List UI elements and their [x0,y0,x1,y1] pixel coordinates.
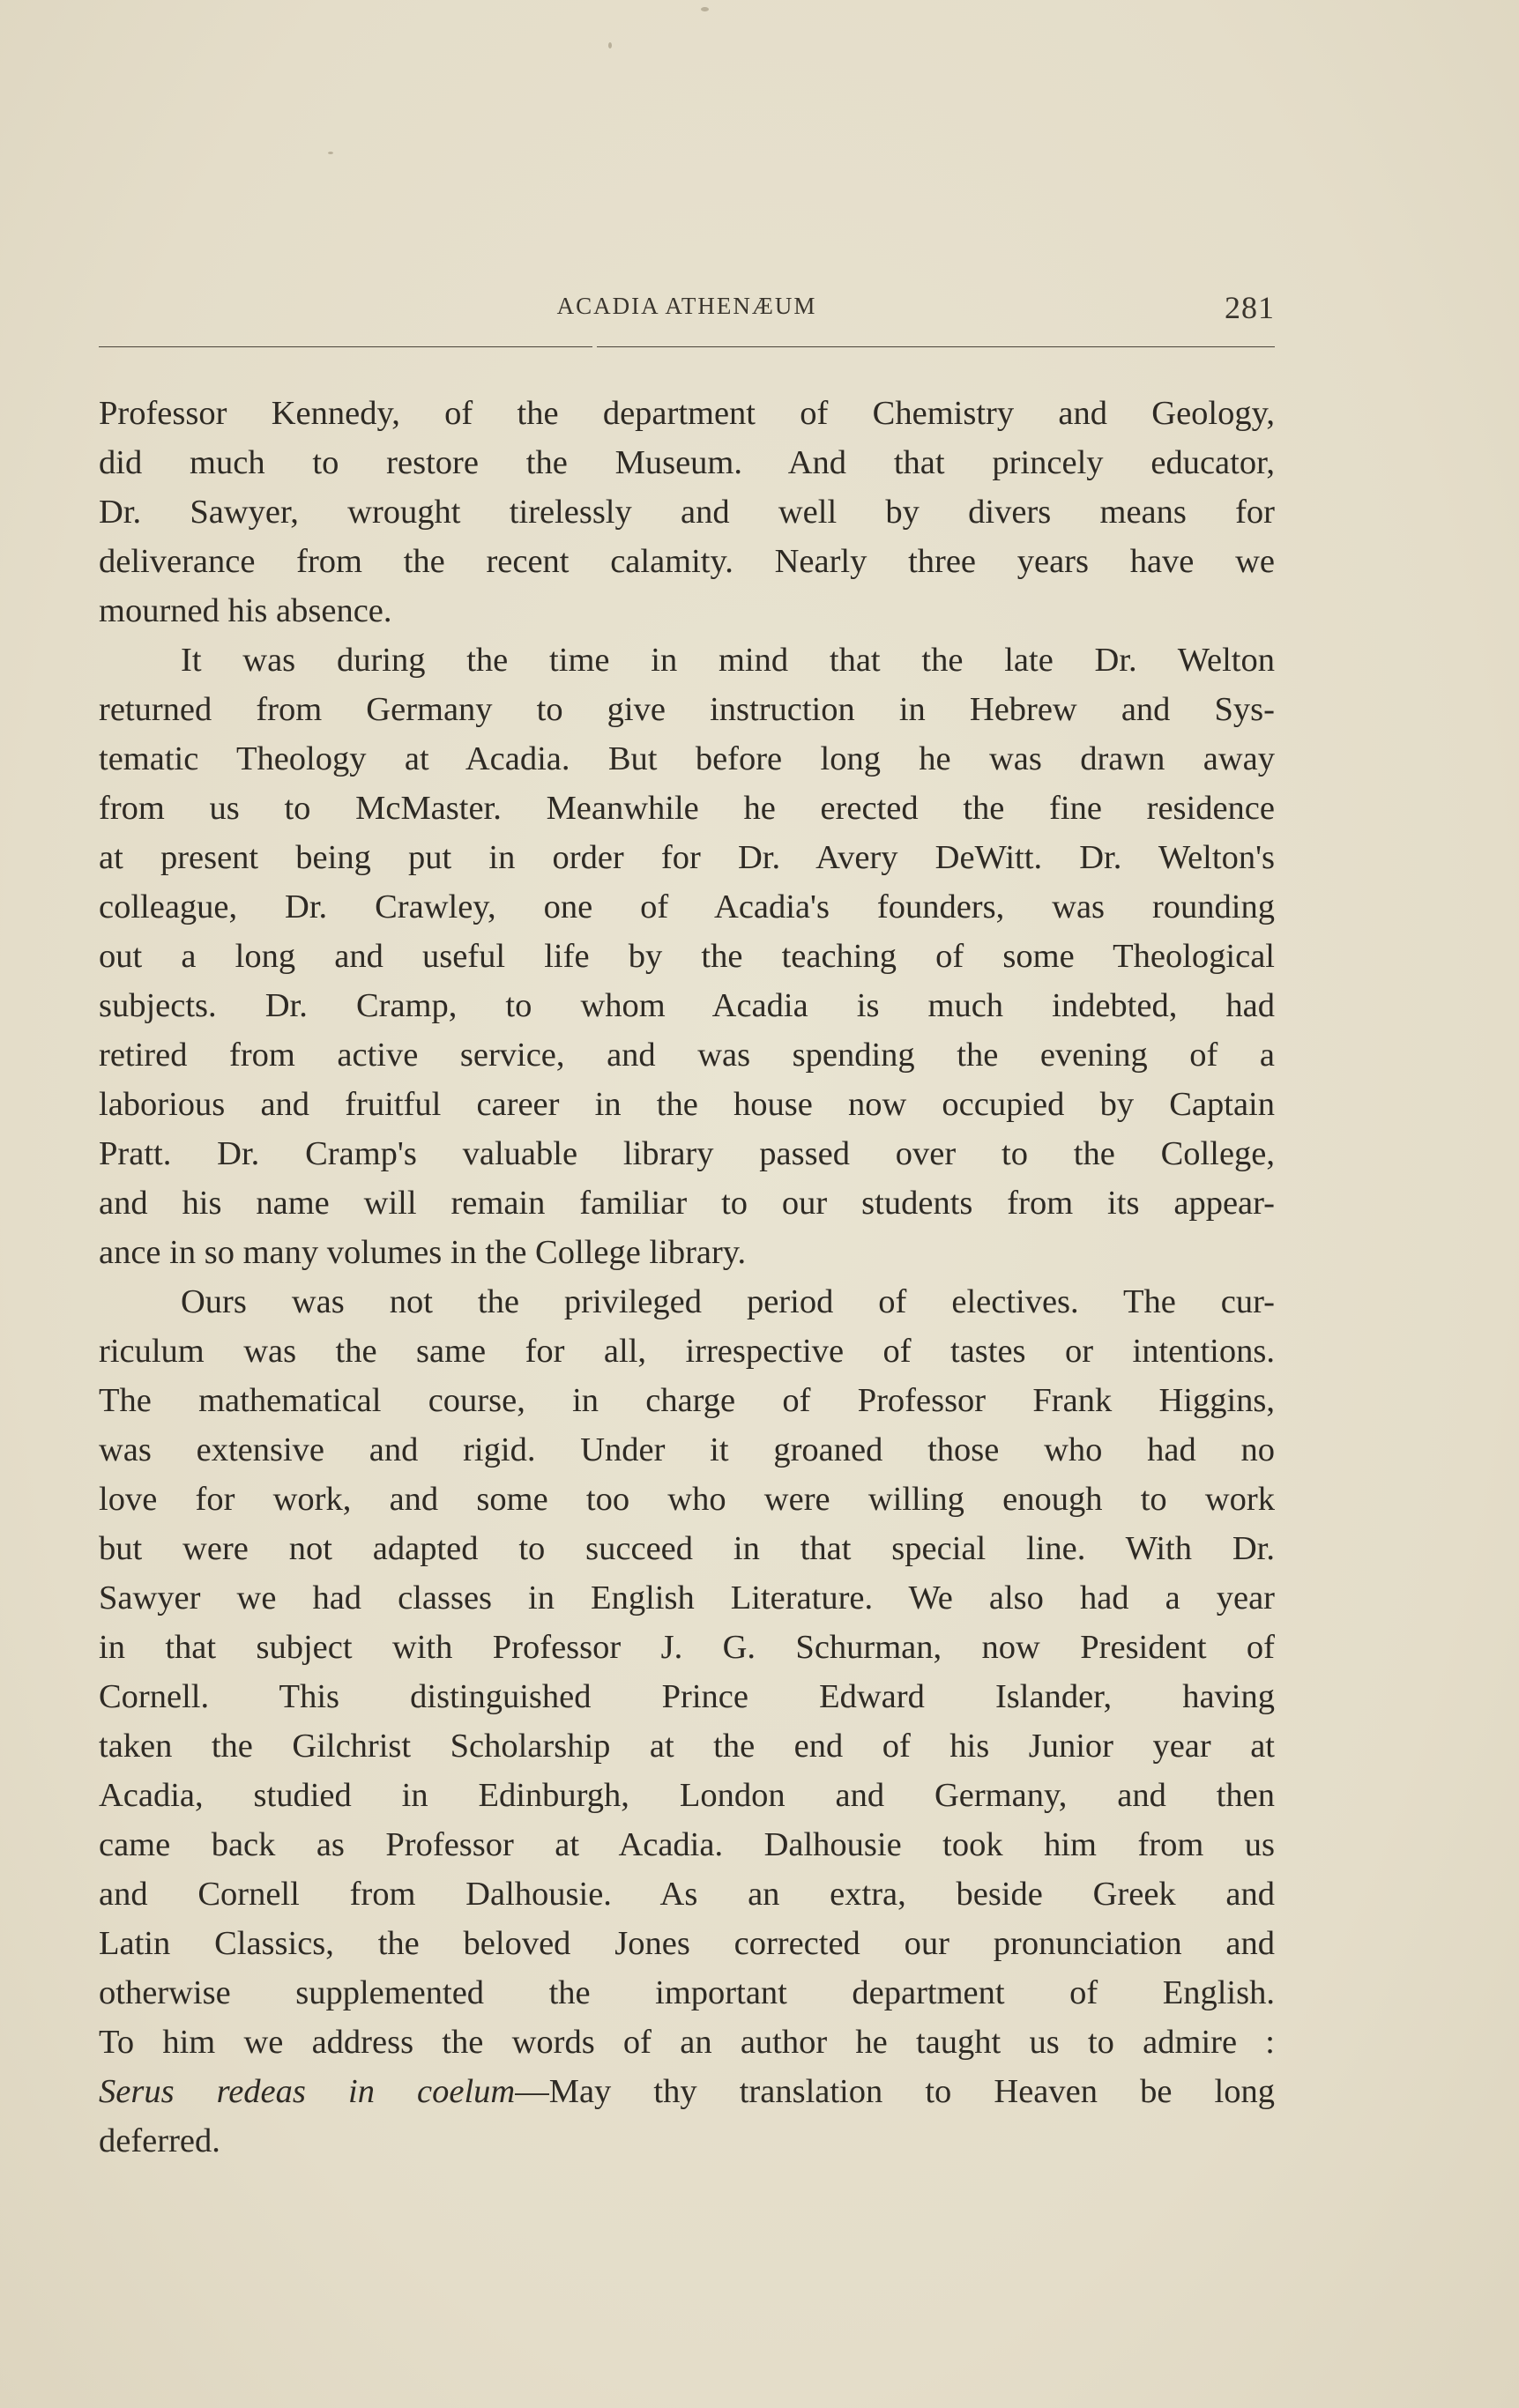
text-line: retired from active service, and was spending the evening of a [99,1037,1275,1074]
text-line: Acadia, studied in Edinburgh, London and Germany, and then [99,1777,1275,1814]
text-line: and his name will remain familiar to our students from its appear- [99,1185,1275,1222]
text-line: deliverance from the recent calamity. Nearly three years have we [99,543,1275,580]
text-line: returned from Germany to give instruction in Hebrew and Sys- [99,691,1275,728]
text-line: Latin Classics, the beloved Jones corrected our pronunciation and [99,1925,1275,1962]
text-line: did much to restore the Museum. And that princely educator, [99,444,1275,481]
text-line: Sawyer we had classes in English Literature. We also had a year [99,1579,1275,1616]
paper-speck [608,42,612,48]
text-line: from us to McMaster. Meanwhile he erected the fine residence [99,790,1275,827]
paragraph-first-line: Ours was not the privileged period of electives. The cur- [181,1283,1275,1320]
text-line: To him we address the words of an author he taught us to admire : [99,2024,1275,2061]
text-line-with-latin-quote [99,2067,1275,2116]
text-line: deferred. [99,2122,220,2159]
latin-quote: Serus redeas in coelum [99,2073,516,2110]
text-line: out a long and useful life by the teaching of some Theological [99,938,1275,975]
text-line: riculum was the same for all, irrespective of tastes or intentions. [99,1333,1275,1370]
text-line: in that subject with Professor J. G. Schurman, now President of [99,1629,1275,1666]
text-line: colleague, Dr. Crawley, one of Acadia's founders, was rounding [99,888,1275,925]
paragraph-first-line: It was during the time in mind that the late Dr. Welton [181,642,1275,679]
text-line: mourned his absence. [99,592,392,629]
text-line: ance in so many volumes in the College library. [99,1234,747,1271]
text-line: Professor Kennedy, of the department of Chemistry and Geology, [99,395,1275,432]
text-line: love for work, and some too who were willing enough to work [99,1481,1275,1518]
text-line: taken the Gilchrist Scholarship at the end of his Junior year at [99,1728,1275,1765]
header-rule-left [99,346,592,347]
paper-speck [328,152,333,154]
page-number: 281 [1225,290,1275,325]
body-text [99,389,1275,2166]
text-line: and Cornell from Dalhousie. As an extra, beside Greek and [99,1876,1275,1913]
text-line: Dr. Sawyer, wrought tirelessly and well by divers means for [99,494,1275,531]
text-line: laborious and fruitful career in the house now occupied by Captain [99,1086,1275,1123]
text-line: Cornell. This distinguished Prince Edward Islander, having [99,1678,1275,1715]
text-line: was extensive and rigid. Under it groaned those who had no [99,1431,1275,1468]
text-line: The mathematical course, in charge of Professor Frank Higgins, [99,1382,1275,1419]
text-line: otherwise supplemented the important department of English. [99,1974,1275,2011]
paper-speck [701,7,709,11]
running-header [99,289,1275,330]
quote-translation: —May thy translation to Heaven be long [515,2073,1275,2110]
text-line: subjects. Dr. Cramp, to whom Acadia is much indebted, had [99,987,1275,1024]
running-title: ACADIA ATHENÆUM [556,293,817,319]
text-line: but were not adapted to succeed in that special line. With Dr. [99,1530,1275,1567]
text-line: at present being put in order for Dr. Avery DeWitt. Dr. Welton's [99,839,1275,876]
header-rule-right [597,346,1275,347]
text-line: tematic Theology at Acadia. But before long he was drawn away [99,740,1275,777]
text-line: Pratt. Dr. Cramp's valuable library passed over to the College, [99,1135,1275,1172]
text-line: came back as Professor at Acadia. Dalhousie took him from us [99,1826,1275,1863]
